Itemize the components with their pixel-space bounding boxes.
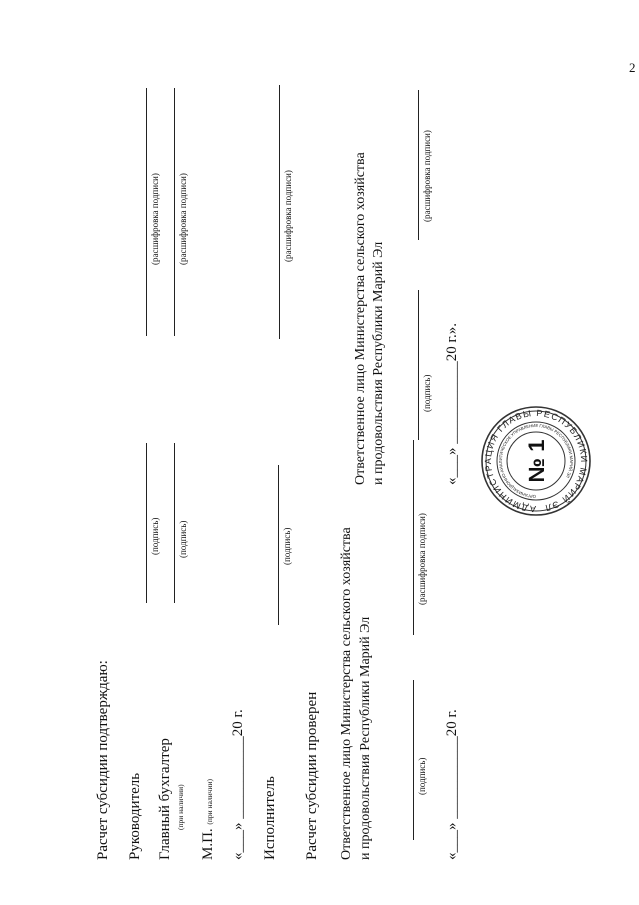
mp-note: (при наличии) <box>205 778 214 825</box>
manager-signature-caption: (подпись) <box>150 517 160 555</box>
official-upper-transcript-caption: (расшифровка подписи) <box>422 130 432 222</box>
official-lower-transcript-caption: (расшифровка подписи) <box>417 513 427 605</box>
official-line1-upper: Ответственное лицо Министерства сельского хозяйства <box>353 152 368 485</box>
official-line2-lower: и продовольствия Республики Марий Эл <box>358 616 373 860</box>
executor-signature-line <box>278 465 279 625</box>
official-lower-signature-caption: (подпись) <box>417 757 427 795</box>
executor-transcript-line <box>279 85 280 339</box>
official-upper-signature-line <box>418 290 419 440</box>
executor-transcript-caption: (расшифровка подписи) <box>283 170 293 262</box>
date-line-2: «___» ___________20 г. <box>444 709 460 860</box>
manager-transcript-caption: (расшифровка подписи) <box>150 173 160 265</box>
label-mp <box>200 779 217 860</box>
official-line1-lower: Ответственное лицо Министерства сельского хозяйства <box>339 527 354 860</box>
official-upper-transcript-line <box>418 90 419 240</box>
heading-checked: Расчет субсидии проверен <box>304 691 320 860</box>
seal-number: № 1 <box>524 439 549 483</box>
official-seal <box>480 405 592 517</box>
chief-accountant-transcript-line <box>174 88 175 336</box>
date-line-3: «___» ___________20 г.». <box>444 323 460 485</box>
chief-accountant-signature-caption: (подпись) <box>178 520 188 558</box>
date-line-1: «___» ___________20 г. <box>230 709 246 860</box>
label-manager: Руководитель <box>127 772 143 860</box>
seal-outer-text: АДМИНИСТРАЦИЯ ГЛАВЫ РЕСПУБЛИКИ МАРИЙ ЭЛ <box>482 407 590 515</box>
chief-accountant-note: (при наличии) <box>176 784 185 830</box>
label-executor: Исполнитель <box>262 776 278 860</box>
official-line2-upper: и продовольствия Республики Марий Эл <box>371 241 386 485</box>
label-chief-accountant: Главный бухгалтер <box>157 738 173 860</box>
heading-confirm: Расчет субсидии подтверждаю: <box>95 660 111 860</box>
chief-accountant-signature-line <box>174 443 175 603</box>
page-number: 2 <box>629 60 636 75</box>
executor-signature-caption: (подпись) <box>282 527 292 565</box>
official-upper-signature-caption: (подпись) <box>422 374 432 412</box>
official-lower-transcript-line <box>413 440 414 635</box>
official-lower-signature-line <box>413 680 414 840</box>
seal-inner-text: ОРГАНИЗАЦИОННО-АНАЛИТИЧЕСКОЕ УПРАВЛЕНИЕ ГЛАВЫ РЕСПУБЛИКИ МАРИЙ ЭЛ <box>497 422 575 500</box>
chief-accountant-transcript-caption: (расшифровка подписи) <box>178 173 188 265</box>
manager-signature-line <box>146 443 147 603</box>
mp-text: М.П. <box>200 828 216 860</box>
manager-transcript-line <box>146 88 147 336</box>
